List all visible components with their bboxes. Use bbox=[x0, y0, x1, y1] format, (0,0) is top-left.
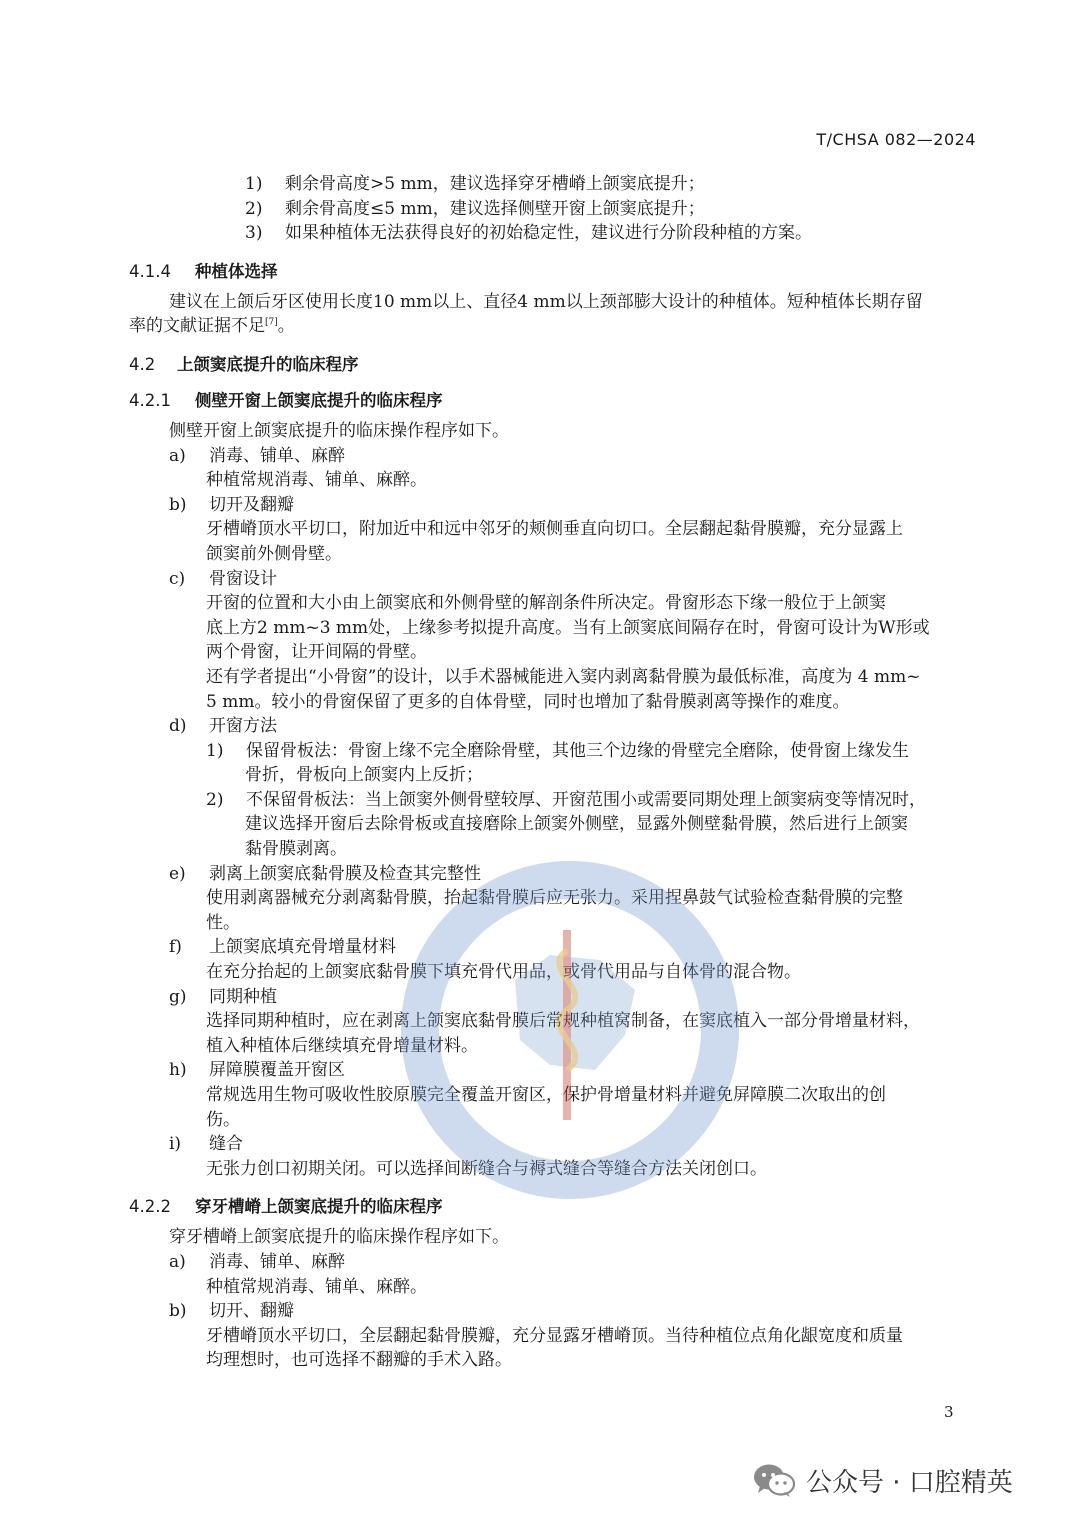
paragraph-line: 黏骨膜剥离。 bbox=[245, 839, 347, 860]
list-item bbox=[129, 1132, 979, 1157]
paragraph-line: 植入种植体后继续填充骨增量材料。 bbox=[206, 1035, 478, 1056]
paragraph-line: 种植常规消毒、铺单、麻醉。 bbox=[206, 470, 427, 491]
list-item bbox=[129, 221, 979, 246]
list-item-text: 上颌窦底填充骨增量材料 bbox=[209, 937, 396, 958]
section-number: 4.2.1 bbox=[129, 390, 171, 410]
section-title: 上颌窦底提升的临床程序 bbox=[177, 354, 359, 374]
list-marker: a) bbox=[169, 1251, 186, 1272]
list-item bbox=[129, 788, 979, 813]
section-number: 4.2 bbox=[129, 354, 156, 374]
list-item bbox=[129, 739, 979, 764]
paragraph-line: 牙槽嵴顶水平切口，全层翻起黏骨膜瓣，充分显露牙槽嵴顶。当待种植位点角化龈宽度和质量 bbox=[206, 1325, 903, 1346]
list-item-text: 骨窗设计 bbox=[209, 568, 277, 589]
list-item bbox=[129, 985, 979, 1010]
section-heading bbox=[129, 254, 979, 290]
paragraph-line: 均理想时，也可选择不翻瓣的手术入路。 bbox=[206, 1350, 512, 1371]
spacer bbox=[129, 1181, 979, 1189]
paragraph-line: 性。 bbox=[206, 912, 240, 933]
paragraph-line: 无张力创口初期关闭。可以选择间断缝合与褥式缝合等缝合方法关闭创口。 bbox=[206, 1158, 767, 1179]
section-number: 4.2.2 bbox=[129, 1197, 171, 1217]
section-title: 种植体选择 bbox=[195, 261, 278, 281]
list-marker: g) bbox=[169, 986, 187, 1007]
paragraph-line: 建议选择开窗后去除骨板或直接磨除上颌窦外侧壁，显露外侧壁黏骨膜，然后进行上颌窦 bbox=[245, 814, 908, 835]
list-marker: c) bbox=[169, 568, 186, 589]
footer-text: 公众号 · 口腔精英 bbox=[806, 1467, 1013, 1498]
paragraph-text-tail: 。 bbox=[277, 316, 295, 337]
list-item bbox=[129, 714, 979, 739]
list-item bbox=[129, 493, 979, 518]
citation-ref[interactable]: [7] bbox=[265, 317, 278, 328]
standard-code: T/CHSA 082—2024 bbox=[816, 130, 976, 149]
paragraph-line: 伤。 bbox=[206, 1109, 240, 1130]
paragraph-line: 底上方2 mm~3 mm处，上缘参考拟提升高度。当有上颌窦底间隔存在时，骨窗可设计为W形或 bbox=[206, 617, 930, 638]
section-heading bbox=[129, 347, 979, 383]
list-item-text: 剥离上颌窦底黏骨膜及检查其完整性 bbox=[209, 863, 481, 884]
paragraph-line bbox=[129, 314, 979, 339]
list-item-text: 缝合 bbox=[209, 1134, 243, 1155]
paragraph-line: 颌窦前外侧骨壁。 bbox=[206, 543, 342, 564]
paragraph-line: 穿牙槽嵴上颌窦底提升的临床操作程序如下。 bbox=[169, 1227, 509, 1248]
paragraph-line: 还有学者提出“小骨窗”的设计，以手术器械能进入窦内剥离黏骨膜为最低标准，高度为 4 mm~ bbox=[206, 666, 921, 687]
paragraph-line: 两个骨窗，让开间隔的骨壁。 bbox=[206, 642, 427, 663]
list-item-text: 切开及翻瓣 bbox=[209, 494, 294, 515]
wechat-footer bbox=[752, 1454, 1013, 1506]
paragraph-line: 5 mm。较小的骨窗保留了更多的自体骨壁，同时也增加了黏骨膜剥离等操作的难度。 bbox=[206, 691, 850, 712]
paragraph-line: 选择同期种植时，应在剥离上颌窦底黏骨膜后常规种植窝制备，在窦底植入一部分骨增量材料， bbox=[206, 1011, 920, 1032]
section-heading bbox=[129, 383, 979, 419]
list-marker: 1) bbox=[245, 174, 263, 194]
list-item-text: 开窗方法 bbox=[209, 716, 277, 737]
paragraph-line: 开窗的位置和大小由上颌窦底和外侧骨壁的解剖条件所决定。骨窗形态下缘一般位于上颌窦 bbox=[206, 593, 886, 614]
section-title: 穿牙槽嵴上颌窦底提升的临床程序 bbox=[195, 1197, 443, 1217]
paragraph-line: 常规选用生物可吸收性胶原膜完全覆盖开窗区，保护骨增量材料并避免屏障膜二次取出的创 bbox=[206, 1085, 886, 1105]
wechat-icon bbox=[752, 1461, 796, 1499]
list-marker: 3) bbox=[245, 223, 263, 244]
section-title: 侧壁开窗上颌窦底提升的临床程序 bbox=[195, 390, 443, 410]
section-heading bbox=[129, 1189, 979, 1225]
paragraph-text: 率的文献证据不足 bbox=[129, 316, 265, 337]
spacer bbox=[129, 246, 979, 254]
list-marker: f) bbox=[169, 937, 182, 958]
list-marker: b) bbox=[169, 494, 187, 515]
paragraph-line: 在充分抬起的上颌窦底黏骨膜下填充骨代用品，或骨代用品与自体骨的混合物。 bbox=[206, 962, 801, 983]
list-item bbox=[129, 1250, 979, 1275]
list-item-text: 保留骨板法：骨窗上缘不完全磨除骨壁，其他三个边缘的骨壁完全磨除，使骨窗上缘发生 bbox=[246, 740, 909, 761]
page-number: 3 bbox=[944, 1403, 954, 1421]
list-item bbox=[129, 172, 979, 197]
document-body bbox=[129, 172, 979, 1373]
paragraph-line: 种植常规消毒、铺单、麻醉。 bbox=[206, 1276, 427, 1297]
list-item bbox=[129, 444, 979, 469]
list-item bbox=[129, 862, 979, 887]
list-marker: i) bbox=[169, 1134, 182, 1155]
list-item bbox=[129, 1299, 979, 1324]
list-item bbox=[129, 1058, 979, 1083]
section-number: 4.1.4 bbox=[129, 261, 171, 281]
list-item-text: 同期种植 bbox=[209, 986, 277, 1007]
list-item bbox=[129, 567, 979, 592]
list-item bbox=[129, 935, 979, 960]
list-marker: 1) bbox=[206, 740, 224, 761]
list-item-text: 屏障膜覆盖开窗区 bbox=[209, 1060, 345, 1081]
list-item bbox=[129, 197, 979, 222]
paragraph-line: 建议在上颌后牙区使用长度10 mm以上、直径4 mm以上颈部膨大设计的种植体。短种植体长期存留 bbox=[169, 291, 923, 312]
list-item-text: 如果种植体无法获得良好的初始稳定性，建议进行分阶段种植的方案。 bbox=[285, 223, 812, 244]
list-marker: h) bbox=[169, 1060, 187, 1081]
list-marker: 2) bbox=[245, 198, 263, 219]
list-item-text: 剩余骨高度≤5 mm，建议选择侧壁开窗上颌窦底提升； bbox=[285, 198, 705, 219]
paragraph-line: 使用剥离器械充分剥离黏骨膜，抬起黏骨膜后应无张力。采用捏鼻鼓气试验检查黏骨膜的完整 bbox=[206, 888, 903, 909]
list-item-text: 消毒、铺单、麻醉 bbox=[209, 445, 345, 466]
paragraph-line: 牙槽嵴顶水平切口，附加近中和远中邻牙的颊侧垂直向切口。全层翻起黏骨膜瓣，充分显露上 bbox=[206, 519, 903, 540]
spacer bbox=[129, 339, 979, 347]
list-marker: d) bbox=[169, 716, 187, 737]
paragraph-line: 侧壁开窗上颌窦底提升的临床操作程序如下。 bbox=[169, 420, 509, 441]
list-item-text: 切开、翻瓣 bbox=[209, 1301, 294, 1322]
paragraph-line: 骨折，骨板向上颌窦内上反折； bbox=[245, 765, 483, 786]
list-item-text: 不保留骨板法：当上颌窦外侧骨壁较厚、开窗范围小或需要同期处理上颌窦病变等情况时， bbox=[246, 789, 926, 810]
list-marker: e) bbox=[169, 863, 186, 884]
list-item-text: 剩余骨高度>5 mm，建议选择穿牙槽嵴上颌窦底提升； bbox=[285, 174, 705, 194]
list-marker: 2) bbox=[206, 789, 224, 810]
list-marker: b) bbox=[169, 1301, 187, 1322]
list-item-text: 消毒、铺单、麻醉 bbox=[209, 1251, 345, 1272]
list-marker: a) bbox=[169, 445, 186, 466]
